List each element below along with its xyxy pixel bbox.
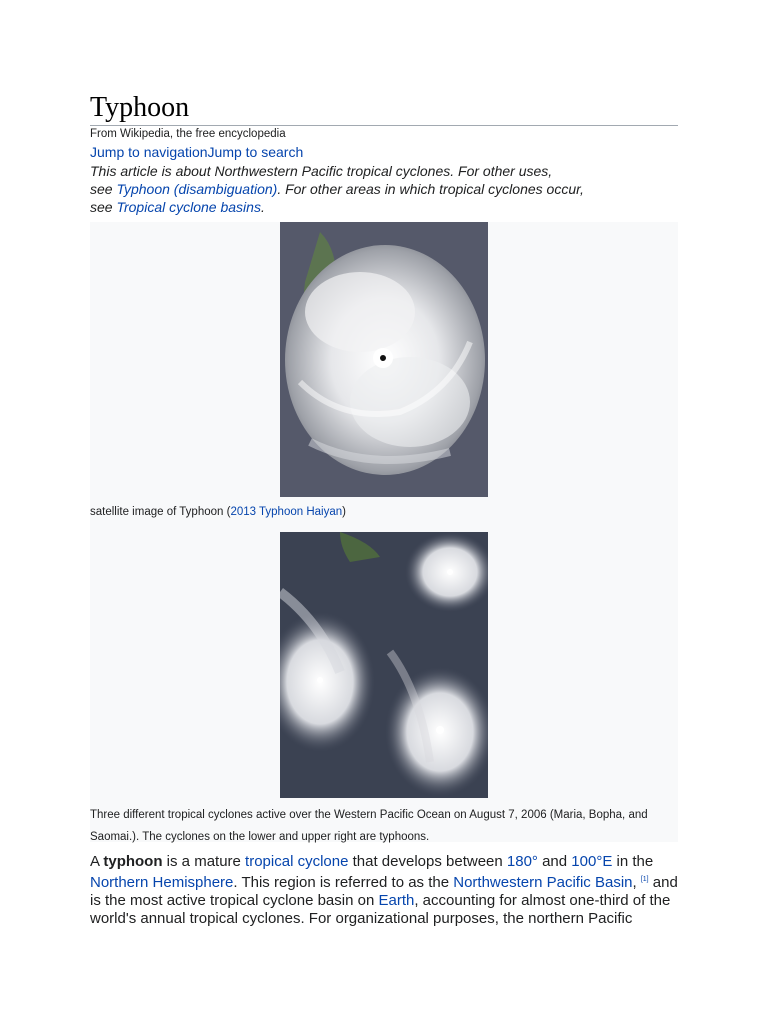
article-paragraph — [90, 853, 682, 928]
earth-link[interactable]: Earth — [378, 892, 415, 909]
100e-link[interactable]: 100°E — [571, 853, 613, 870]
jump-links — [90, 144, 303, 160]
northwestern-pacific-basin-link[interactable]: Northwestern Pacific Basin — [453, 874, 633, 891]
tropical-cyclone-basins-link[interactable]: Tropical cyclone basins — [116, 199, 261, 215]
page-title: Typhoon — [90, 90, 678, 126]
text-t4: in the — [612, 853, 654, 870]
figure-box — [90, 222, 678, 842]
hatnote-see1: see — [90, 181, 117, 197]
hatnote-line1: This article is about Northwestern Pacific tropical cyclones. For other uses, — [90, 163, 553, 179]
term-typhoon: typhoon — [103, 853, 163, 870]
hatnote-line2: . For other areas in which tropical cyclones occur, — [277, 181, 584, 197]
reference-1-link[interactable]: [1] — [640, 876, 649, 883]
hatnote-end: . — [260, 199, 265, 215]
text-t1: is a mature — [162, 853, 246, 870]
northern-hemisphere-link[interactable]: Northern Hemisphere — [90, 874, 234, 891]
tagline: From Wikipedia, the free encyclopedia — [90, 128, 286, 140]
jump-to-navigation-link[interactable]: Jump to navigation — [90, 144, 208, 160]
tropical-cyclone-link[interactable]: tropical cyclone — [245, 853, 349, 870]
hatnote-see2: see — [90, 199, 117, 215]
typhoon-haiyan-satellite-image[interactable] — [280, 222, 488, 497]
typhoon-haiyan-link[interactable]: 2013 Typhoon Haiyan — [230, 506, 343, 518]
text-a: A — [90, 853, 104, 870]
text-t7: and is the most active tropical cyclone basin on — [90, 874, 678, 909]
180-degrees-link[interactable]: 180° — [506, 853, 538, 870]
figure1-caption-prefix: satellite image of Typhoon ( — [90, 506, 231, 518]
jump-to-search-link[interactable]: Jump to search — [207, 144, 304, 160]
text-t6: , — [632, 874, 637, 891]
three-cyclones-satellite-image[interactable] — [280, 532, 488, 798]
typhoon-disambiguation-link[interactable]: Typhoon (disambiguation) — [116, 181, 278, 197]
text-t3: and — [537, 853, 572, 870]
text-t8: , accounting for almost one-third of the world's annual tropical cyclones. For organizational purposes, the northern Pacific — [90, 892, 671, 927]
text-t2: that develops between — [348, 853, 507, 870]
figure1-caption-suffix: ) — [342, 506, 346, 518]
figure1-caption — [90, 506, 346, 518]
hatnote — [90, 162, 678, 216]
text-t5: . This region is referred to as the — [233, 874, 454, 891]
figure2-caption: Three different tropical cyclones active over the Western Pacific Ocean on August 7, 2006 (Maria, Bopha, and Saomai.). The cyclones on the lower and upper right are typhoons. — [90, 809, 648, 843]
